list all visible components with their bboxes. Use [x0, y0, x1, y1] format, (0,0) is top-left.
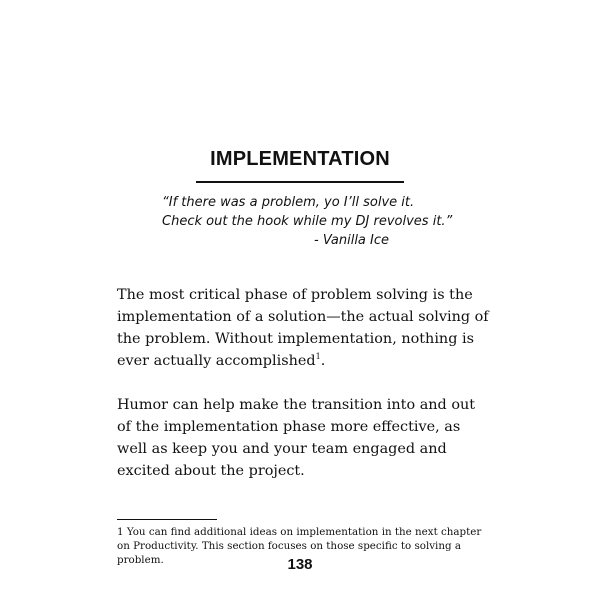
- paragraph-1-end: .: [320, 353, 326, 369]
- page-number: 138: [287, 556, 313, 573]
- title-underline: [196, 181, 404, 183]
- paragraph-1-text: The most critical phase of problem solving is the implementation of a solution—the actual solving of the problem. Without implementation, nothing is ever actually accomplished: [117, 287, 489, 369]
- epigraph-attribution: - Vanilla Ice: [314, 233, 390, 248]
- footnote: 1 You can find additional ideas on implementation in the next chapter on Productivity. This section focuses on those specific to solving a problem.: [117, 526, 482, 566]
- epigraph-quote: [162, 193, 452, 250]
- body-paragraph-2: Humor can help make the transition into and out of the implementation phase more effective, as well as keep you and your team engaged and excited about the project.: [117, 397, 476, 479]
- footnote-divider: [117, 519, 217, 520]
- footnote-reference: 1: [315, 352, 321, 362]
- body-paragraph-1: [117, 284, 489, 372]
- chapter-title: IMPLEMENTATION: [210, 148, 390, 170]
- epigraph-line-2: Check out the hook while my DJ revolves it.”: [162, 214, 453, 229]
- body-text: [117, 284, 489, 504]
- epigraph-line-1: “If there was a problem, yo I’ll solve it.: [162, 195, 415, 210]
